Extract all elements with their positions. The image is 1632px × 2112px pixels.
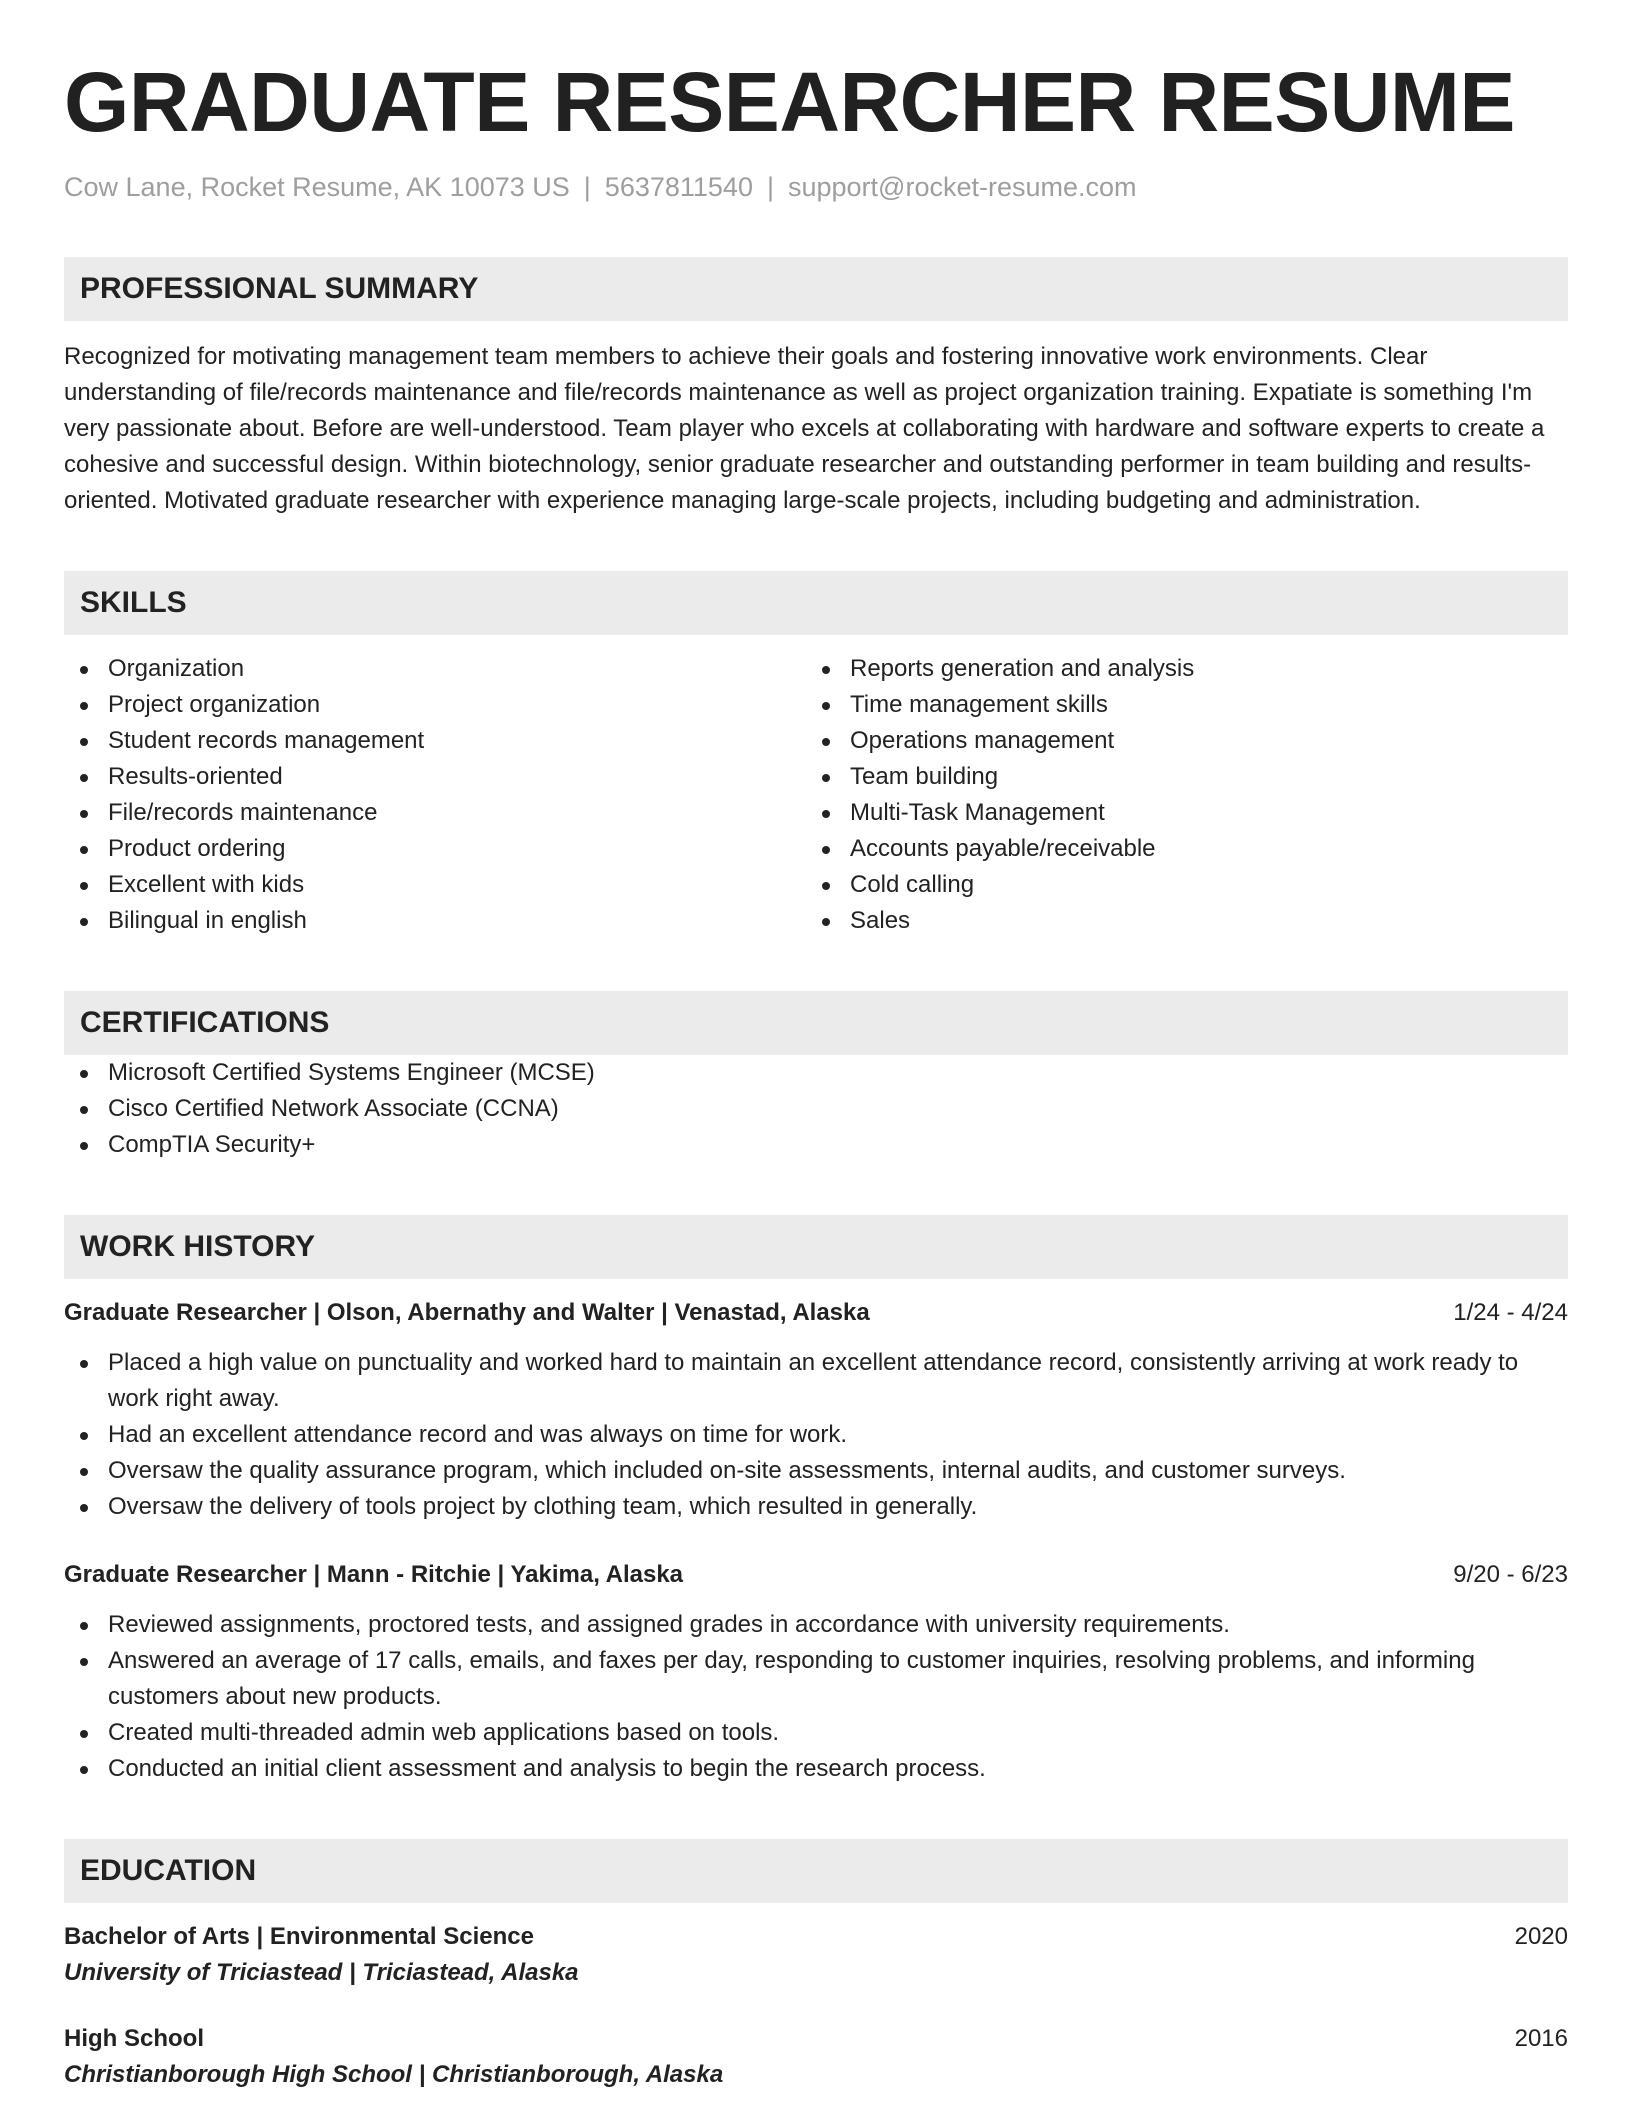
bullet-icon [80, 882, 88, 890]
skill-item-text: Excellent with kids [108, 871, 305, 899]
skill-item [806, 867, 1548, 903]
skill-item-text: Bilingual in english [108, 907, 307, 935]
bullet-icon [822, 882, 830, 890]
education-header [64, 1919, 1568, 1955]
education-heading: EDUCATION [64, 1839, 1568, 1903]
job-bullets [64, 1345, 1568, 1525]
skill-item [64, 759, 806, 795]
skill-item-text: Sales [850, 907, 911, 935]
certifications-list [64, 1055, 1568, 1163]
skill-item [64, 831, 806, 867]
skill-item [806, 903, 1548, 939]
job-bullet [64, 1607, 1568, 1643]
bullet-icon [80, 1142, 88, 1150]
education-school: Christianborough High School | Christianborough, Alaska [64, 2061, 724, 2089]
skill-item-text: File/records maintenance [108, 799, 378, 827]
job-entry [64, 1295, 1568, 1525]
skill-item [806, 759, 1548, 795]
bullet-icon [80, 666, 88, 674]
education-entry [64, 1919, 1568, 1991]
bullet-icon [80, 702, 88, 710]
job-bullet [64, 1417, 1568, 1453]
work-history-heading: WORK HISTORY [64, 1215, 1568, 1279]
job-bullet-text: Oversaw the delivery of tools project by clothing team, which resulted in generally. [108, 1493, 978, 1521]
skill-item [64, 795, 806, 831]
education-header [64, 2021, 1568, 2057]
skill-item-text: Results-oriented [108, 763, 283, 791]
skills-heading: SKILLS [64, 571, 1568, 635]
contact-phone: 5637811540 [604, 172, 753, 203]
summary-heading: PROFESSIONAL SUMMARY [64, 257, 1568, 321]
skills-column-right [806, 651, 1548, 939]
bullet-icon [80, 918, 88, 926]
job-bullet [64, 1489, 1568, 1525]
resume-page [64, 56, 1568, 2093]
education-degree: High School [64, 2025, 204, 2053]
skill-item-text: Multi-Task Management [850, 799, 1105, 827]
job-header [64, 1295, 1568, 1331]
contact-email: support@rocket-resume.com [787, 172, 1137, 203]
bullet-icon [822, 810, 830, 818]
certification-item [64, 1091, 1568, 1127]
bullet-icon [822, 918, 830, 926]
skill-item [806, 651, 1548, 687]
skill-item-text: Operations management [850, 727, 1115, 755]
skills-column-left [64, 651, 806, 939]
bullet-icon [80, 1070, 88, 1078]
job-bullet [64, 1751, 1568, 1787]
job-bullet-text: Had an excellent attendance record and was always on time for work. [108, 1421, 848, 1449]
bullet-icon [80, 1658, 88, 1666]
skill-item-text: Reports generation and analysis [850, 655, 1195, 683]
job-dates: 9/20 - 6/23 [1453, 1561, 1568, 1589]
skill-item-text: Student records management [108, 727, 425, 755]
skill-item-text: Team building [850, 763, 999, 791]
job-bullet [64, 1453, 1568, 1489]
summary-text: Recognized for motivating management team members to achieve their goals and fostering innovative work environments. Clear understanding of file/records maintenance and file/records maintenance as well as project organization training. Expatiate is something I'm very passionate about. Before are well-understood. Team player who excels at collaborating with hardware and software experts to create a cohesive and successful design. Within biotechnology, senior graduate researcher and outstanding performer in team building and results-oriented. Motivated graduate researcher with experience managing large-scale projects, including budgeting and administration. [64, 343, 1545, 515]
bullet-icon [80, 1622, 88, 1630]
certification-item-text: Microsoft Certified Systems Engineer (MCSE) [108, 1059, 595, 1087]
contact-separator: | [766, 172, 774, 203]
skill-item-text: Product ordering [108, 835, 286, 863]
job-bullet-text: Answered an average of 17 calls, emails, and faxes per day, responding to customer inquiries, resolving problems, and informing customers about new products. [108, 1647, 1475, 1711]
bullet-icon [80, 1106, 88, 1114]
certification-item-text: Cisco Certified Network Associate (CCNA) [108, 1095, 559, 1123]
job-bullet [64, 1715, 1568, 1751]
skill-item-text: Accounts payable/receivable [850, 835, 1156, 863]
education-degree: Bachelor of Arts | Environmental Science [64, 1923, 534, 1951]
job-bullet [64, 1643, 1568, 1715]
education-year: 2020 [1514, 1923, 1568, 1951]
bullet-icon [80, 1432, 88, 1440]
job-title: Graduate Researcher | Mann - Ritchie | Yakima, Alaska [64, 1561, 684, 1589]
skill-item-text: Cold calling [850, 871, 975, 899]
job-bullet-text: Created multi-threaded admin web applications based on tools. [108, 1719, 780, 1747]
bullet-icon [80, 1766, 88, 1774]
skill-item [806, 687, 1548, 723]
contact-address: Cow Lane, Rocket Resume, AK 10073 US [64, 172, 570, 203]
bullet-icon [822, 774, 830, 782]
work-history-list [64, 1295, 1568, 1787]
skill-item [64, 903, 806, 939]
bullet-icon [80, 1468, 88, 1476]
education-school: University of Triciastead | Triciastead, Alaska [64, 1959, 579, 1987]
education-list [64, 1919, 1568, 2093]
skill-item-text: Time management skills [850, 691, 1108, 719]
skill-item [806, 795, 1548, 831]
job-bullet-text: Placed a high value on punctuality and worked hard to maintain an excellent attendance record, consistently arriving at work ready to work right away. [108, 1349, 1519, 1413]
skill-item [64, 687, 806, 723]
certification-item [64, 1127, 1568, 1163]
bullet-icon [822, 702, 830, 710]
bullet-icon [80, 738, 88, 746]
skill-item-text: Organization [108, 655, 245, 683]
bullet-icon [822, 846, 830, 854]
job-entry [64, 1557, 1568, 1787]
bullet-icon [822, 738, 830, 746]
skill-item [64, 723, 806, 759]
skill-item-text: Project organization [108, 691, 321, 719]
job-bullet-text: Reviewed assignments, proctored tests, and assigned grades in accordance with university requirements. [108, 1611, 1230, 1639]
contact-separator: | [583, 172, 591, 203]
skills-left-list [64, 651, 806, 939]
certification-item-text: CompTIA Security+ [108, 1131, 316, 1159]
contact-line [64, 170, 1568, 205]
education-entry [64, 2021, 1568, 2093]
skill-item [64, 651, 806, 687]
certification-item [64, 1055, 1568, 1091]
bullet-icon [80, 810, 88, 818]
job-bullet-text: Oversaw the quality assurance program, which included on-site assessments, internal audits, and customer surveys. [108, 1457, 1346, 1485]
certifications-heading: CERTIFICATIONS [64, 991, 1568, 1055]
resume-title: GRADUATE RESEARCHER RESUME [64, 55, 1515, 149]
skills-list [64, 651, 1568, 939]
job-bullets [64, 1607, 1568, 1787]
skills-right-list [806, 651, 1548, 939]
bullet-icon [80, 846, 88, 854]
job-title: Graduate Researcher | Olson, Abernathy and Walter | Venastad, Alaska [64, 1299, 870, 1327]
skill-item [64, 867, 806, 903]
job-dates: 1/24 - 4/24 [1453, 1299, 1568, 1327]
education-year: 2016 [1514, 2025, 1568, 2053]
job-bullet [64, 1345, 1568, 1417]
bullet-icon [80, 1730, 88, 1738]
skill-item [806, 831, 1548, 867]
bullet-icon [80, 1504, 88, 1512]
skill-item [806, 723, 1548, 759]
job-header [64, 1557, 1568, 1593]
job-bullet-text: Conducted an initial client assessment and analysis to begin the research process. [108, 1755, 986, 1783]
bullet-icon [80, 1360, 88, 1368]
bullet-icon [80, 774, 88, 782]
bullet-icon [822, 666, 830, 674]
